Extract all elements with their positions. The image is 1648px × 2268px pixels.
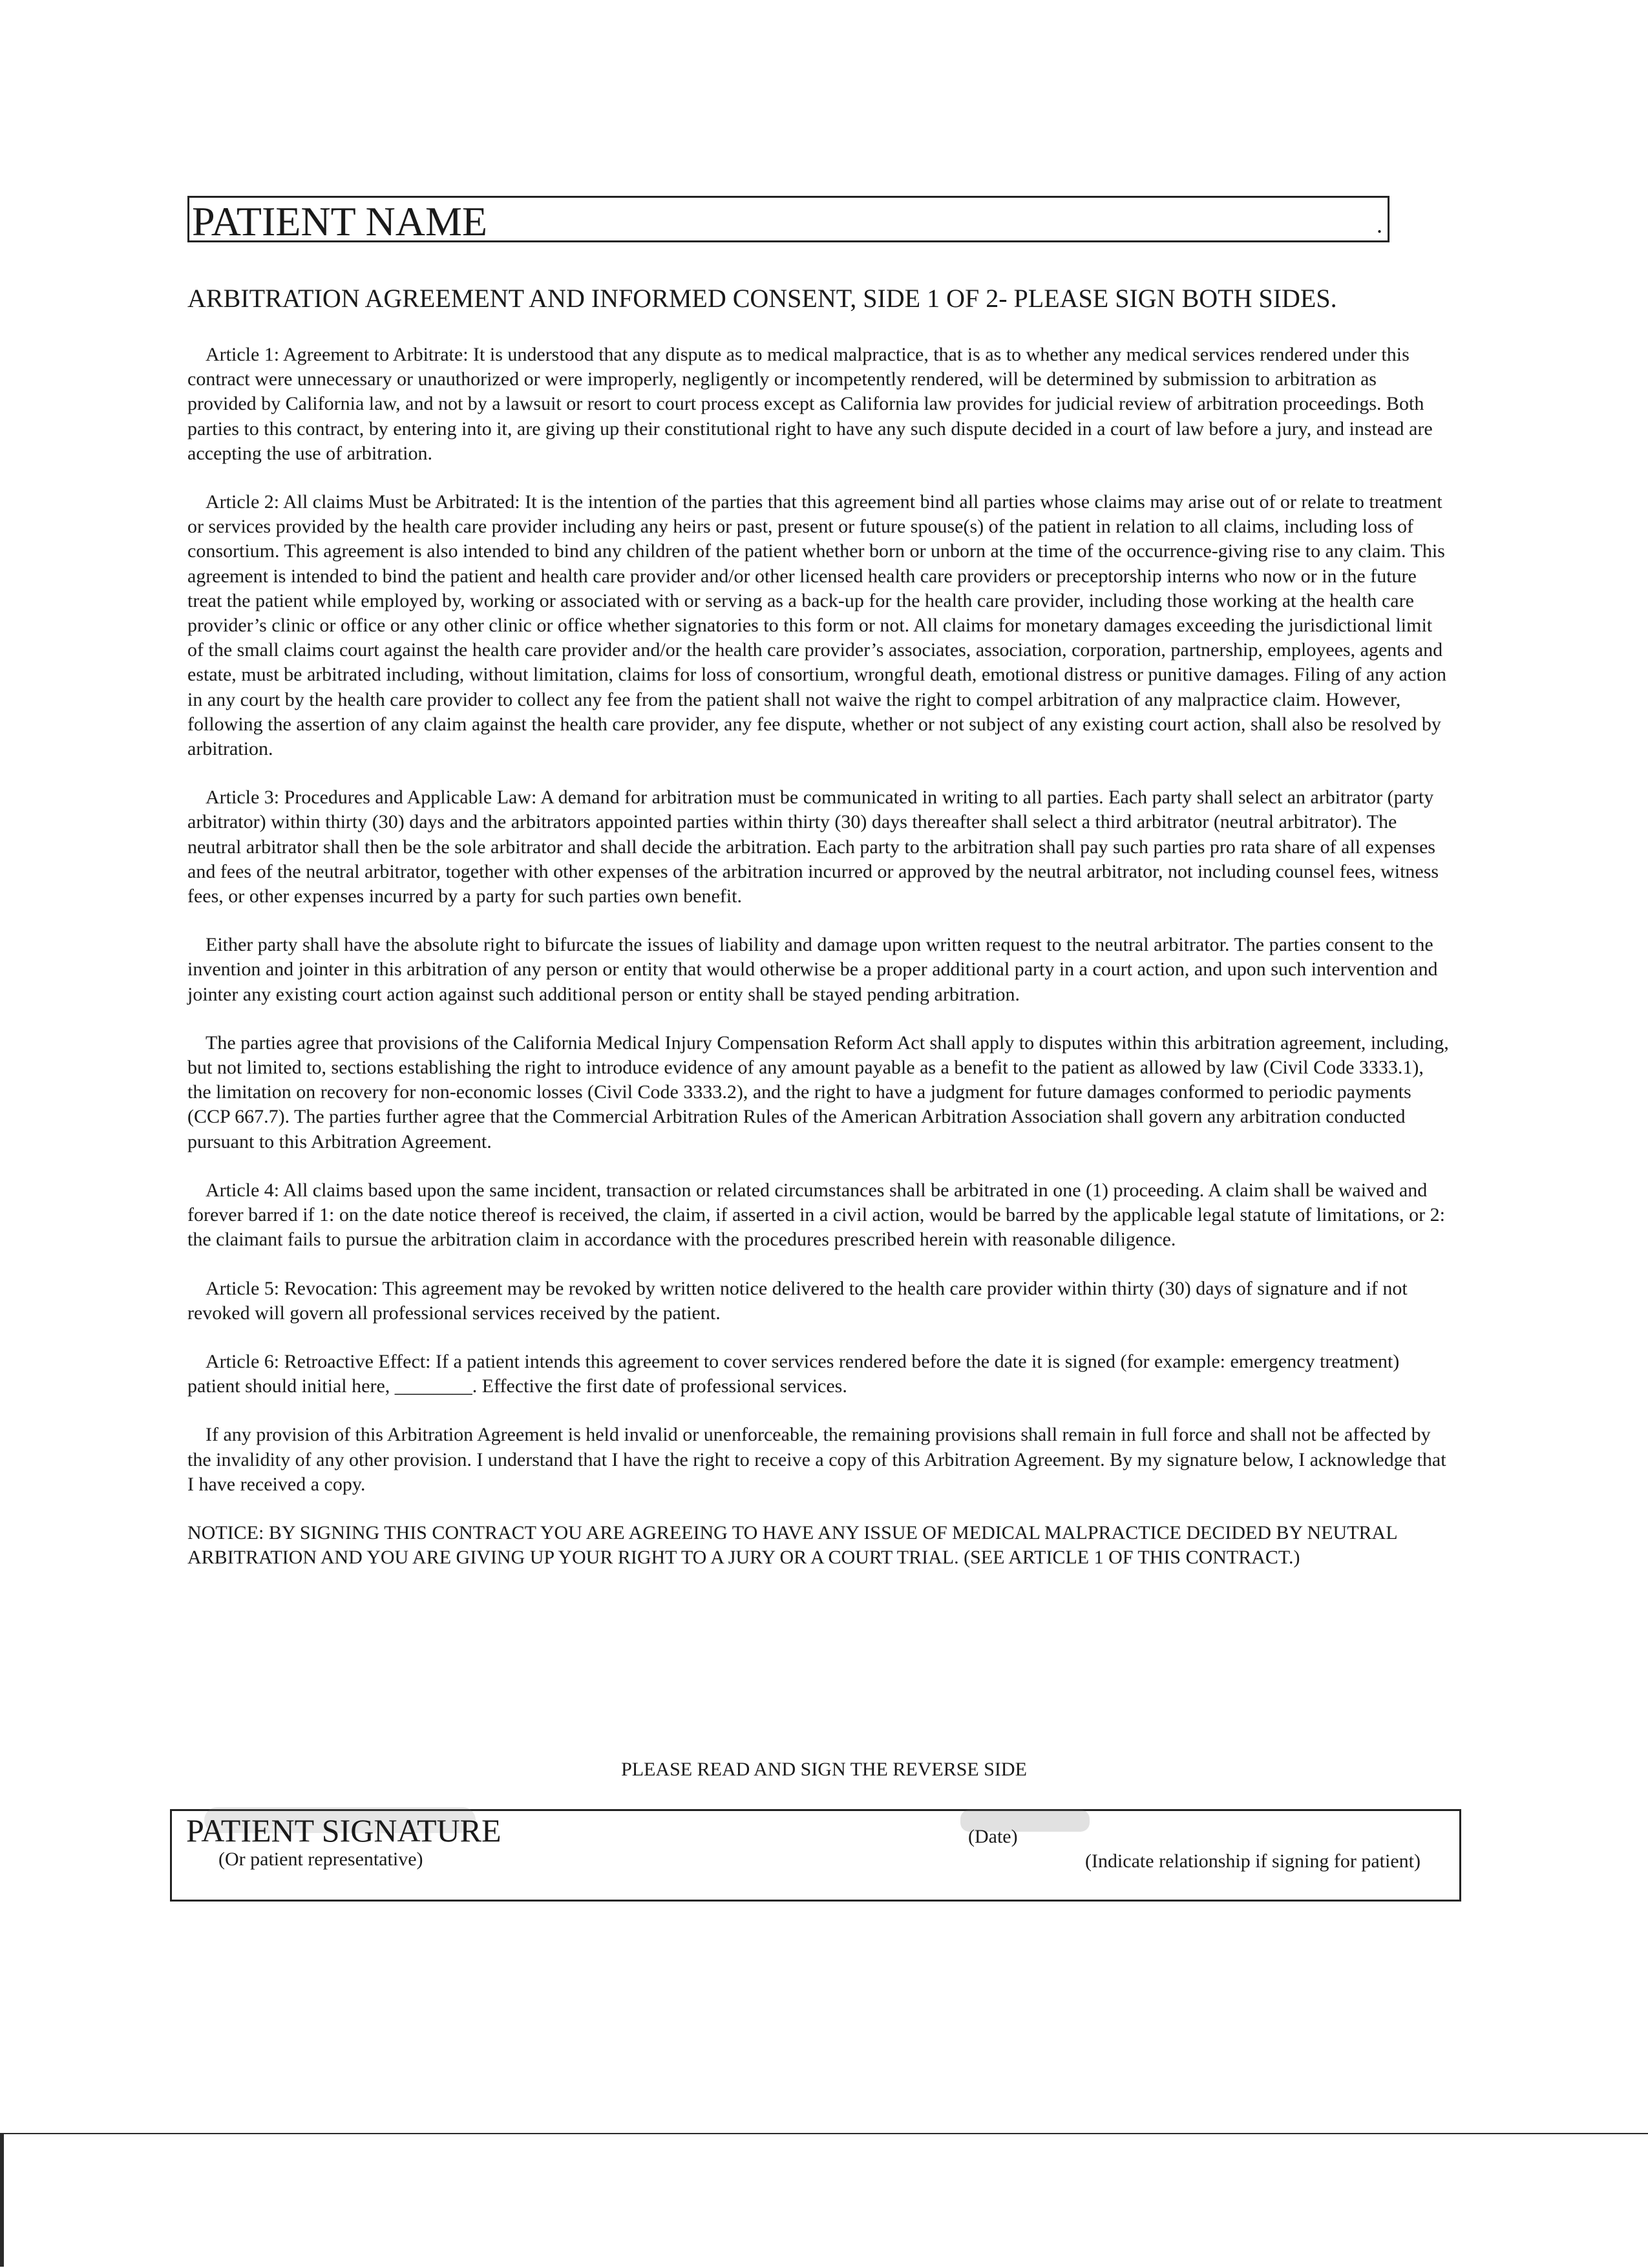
- patient-representative-label: (Or patient representative): [218, 1849, 423, 1870]
- agreement-body: [187, 343, 1449, 1570]
- patient-signature-label: PATIENT SIGNATURE: [186, 1812, 502, 1849]
- document-heading: ARBITRATION AGREEMENT AND INFORMED CONSENT, SIDE 1 OF 2- PLEASE SIGN BOTH SIDES.: [187, 284, 1337, 313]
- scanner-page-edge: [0, 2133, 1648, 2268]
- severability-paragraph: If any provision of this Arbitration Agreement is held invalid or unenforceable, the remaining provisions shall remain in full force and shall not be affected by the invalidity of any other provision. I understand that I have the right to receive a copy of this Arbitration Agreement. By my signature below, I acknowledge that I have received a copy.: [187, 1424, 1446, 1495]
- relationship-label: (Indicate relationship if signing for patient): [1084, 1850, 1421, 1872]
- article-3: Article 3: Procedures and Applicable Law: A demand for arbitration must be communicated in writing to all parties. Each party shall select an arbitrator (party arbitrator) within thirty (30) days and the arbitrators appointed parties within thirty (30) days thereafter shall select a third arbitrator (neutral arbitrator). The neutral arbitrator shall then be the sole arbitrator and shall decide the arbitration. Each party to the arbitration shall pay such parties pro rata share of all expenses and fees of the neutral arbitrator, together with other expenses of the arbitration incurred or approved by the neutral arbitrator, not including counsel fees, witness fees, or other expenses incurred by a party for such parties own benefit.: [187, 787, 1439, 907]
- article-2: Article 2: All claims Must be Arbitrated: It is the intention of the parties that this agreement bind all parties whose claims may arise out of or relate to treatment or services provided by the health care provider including any heirs or past, present or future spouse(s) of the patient in relation to all claims, including loss of consortium. This agreement is also intended to bind any children of the patient whether born or unborn at the time of the occurrence-giving rise to any claim. This agreement is intended to bind the patient and health care provider and/or other licensed health care providers or preceptorship interns who now or in the future treat the patient while employed by, working or associated with or serving as a back-up for the health care provider, including those working at the health care provider’s clinic or office or any other clinic or office whether signatories to this form or not. All claims for monetary damages exceeding the jurisdictional limit of the small claims court against the health care provider and/or the health care provider’s associates, association, corporation, partnership, employees, agents and estate, must be arbitrated including, without limitation, claims for loss of consortium, wrongful death, emotional distress or punitive damages. Filing of any action in any court by the health care provider to collect any fee from the patient shall not waive the right to compel arbitration of any malpractice claim. However, following the assertion of any claim against the health care provider, any fee dispute, whether or not subject of any existing court action, shall also be resolved by arbitration.: [187, 491, 1446, 760]
- article-5: Article 5: Revocation: This agreement may be revoked by written notice delivered to the health care provider within thirty (30) days of signature and if not revoked will govern all professional services received by the patient.: [187, 1277, 1408, 1324]
- notice-paragraph: NOTICE: BY SIGNING THIS CONTRACT YOU ARE AGREEING TO HAVE ANY ISSUE OF MEDICAL MALPRACTICE DECIDED BY NEUTRAL ARBITRATION AND YOU ARE GIVING UP YOUR RIGHT TO A JURY OR A COURT TRIAL. (SEE ARTICLE 1 OF THIS CONTRACT.): [187, 1521, 1397, 1569]
- name-line-end: .: [1377, 212, 1382, 238]
- scanner-page-edge-left: [0, 2133, 4, 2267]
- patient-signature-field[interactable]: [170, 1809, 1461, 1902]
- article-6: Article 6: Retroactive Effect: If a patient intends this agreement to cover services rendered before the date it is signed (for example: emergency treatment) patient should initial here, ________. Effective the first date of professional services.: [187, 1350, 1400, 1397]
- patient-name-field[interactable]: [187, 196, 1389, 242]
- article-4: Article 4: All claims based upon the same incident, transaction or related circumstances shall be arbitrated in one (1) proceeding. A claim shall be waived and forever barred if 1: on the date notice thereof is received, the claim, if asserted in a civil action, would be barred by the applicable legal statute of limitations, or 2: the claimant fails to pursue the arbitration claim in accordance with the procedures prescribed herein with reasonable diligence.: [187, 1179, 1445, 1251]
- article-1: Article 1: Agreement to Arbitrate: It is understood that any dispute as to medical malpractice, that is as to whether any medical services rendered under this contract were unnecessary or unauthorized or were improperly, negligently or incompetently rendered, will be determined by submission to arbitration as provided by California law, and not by a lawsuit or resort to court process except as California law provides for judicial review of arbitration proceedings. Both parties to this contract, by entering into it, are giving up their constitutional right to have any such dispute decided in a court of law before a jury, and instead are accepting the use of arbitration.: [187, 344, 1433, 464]
- bifurcation-paragraph: Either party shall have the absolute right to bifurcate the issues of liability and damage upon written request to the neutral arbitrator. The parties consent to the invention and jointer in this arbitration of any person or entity that would otherwise be a proper additional party in a court action, and upon such intervention and jointer any existing court action against such additional person or entity shall be stayed pending arbitration.: [187, 934, 1438, 1005]
- signature-date-label: (Date): [968, 1826, 1018, 1847]
- micra-paragraph: The parties agree that provisions of the California Medical Injury Compensation Reform Act shall apply to disputes within this arbitration agreement, including, but not limited to, sections establishing the right to introduce evidence of any amount payable as a benefit to the patient as allowed by law (Civil Code 3333.1), the limitation on recovery for non-economic losses (Civil Code 3333.2), and the right to have a judgment for future damages conformed to periodic payments (CCP 667.7). The parties further agree that the Commercial Arbitration Rules of the American Arbitration Association shall govern any arbitration conducted pursuant to this Arbitration Agreement.: [187, 1032, 1449, 1152]
- reverse-side-instruction: PLEASE READ AND SIGN THE REVERSE SIDE: [621, 1759, 1027, 1780]
- patient-name-label: PATIENT NAME: [192, 198, 487, 244]
